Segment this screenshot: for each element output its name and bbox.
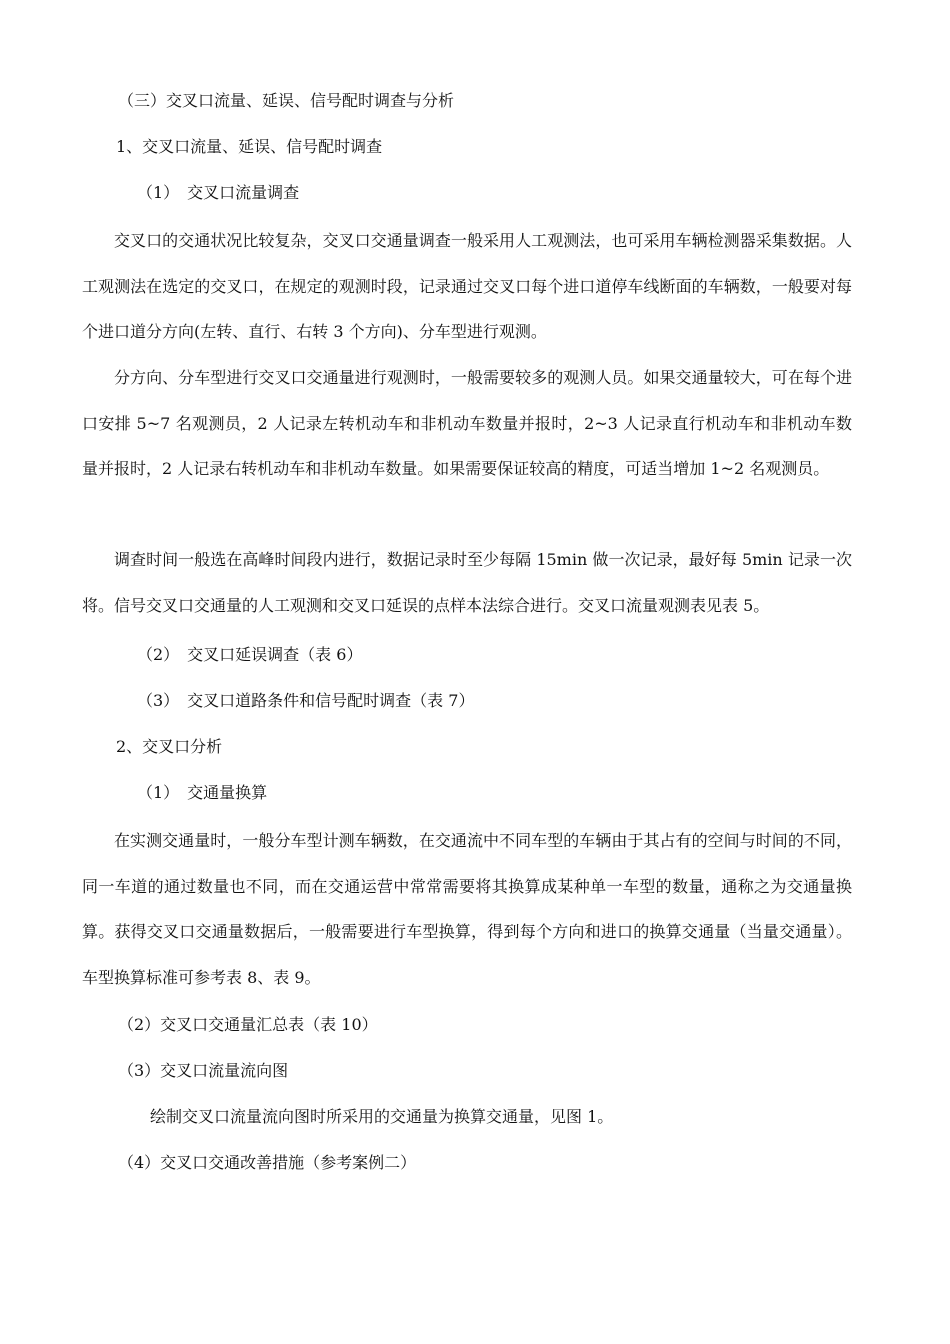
subsection-heading-survey: 1、交叉口流量、延误、信号配时调查 <box>116 137 383 156</box>
item-delay-survey: （2） 交叉口延误调查（表 6） <box>137 645 363 664</box>
paragraph-flow-method: 交叉口的交通状况比较复杂，交叉口交通量调查一般采用人工观测法，也可采用车辆检测器采集数据。人工观测法在选定的交叉口，在规定的观测时段，记录通过交叉口每个进口道停车线断面的车辆数，一般要对每个进口道分方向(左转、直行、右转 3 个方向)、分车型进行观测。 <box>82 231 852 341</box>
paragraph-conversion: 在实测交通量时，一般分车型计测车辆数，在交通流中不同车型的车辆由于其占有的空间与时间的不同，同一车道的通过数量也不同，而在交通运营中常常需要将其换算成某种单一车型的数量，通称之为交通量换算。获得交叉口交通量数据后，一般需要进行车型换算，得到每个方向和进口的换算交通量（当量交通量）。车型换算标准可参考表 8、表 9。 <box>82 831 852 987</box>
paragraph-observers: 分方向、分车型进行交叉口交通量进行观测时，一般需要较多的观测人员。如果交通量较大，可在每个进口安排 5~7 名观测员，2 人记录左转机动车和非机动车数量并报时，2~3 人记录直行机动车和非机动车数量并报时，2 人记录右转机动车和非机动车数量。如果需要保证较高的精度，可适当增加 1~2 名观测员。 <box>82 368 852 478</box>
item-volume-summary: （2）交叉口交通量汇总表（表 10） <box>118 1015 378 1034</box>
item-flow-survey: （1） 交叉口流量调查 <box>137 183 300 202</box>
section-heading: （三）交叉口流量、延误、信号配时调查与分析 <box>118 91 455 110</box>
item-flow-diagram: （3）交叉口流量流向图 <box>118 1061 289 1080</box>
item-signal-survey: （3） 交叉口道路条件和信号配时调查（表 7） <box>137 691 475 710</box>
item-volume-conversion: （1） 交通量换算 <box>137 783 268 802</box>
item-improvement-measures: （4）交叉口交通改善措施（参考案例二） <box>118 1153 417 1172</box>
subsection-heading-analysis: 2、交叉口分析 <box>116 737 223 756</box>
paragraph-flow-diagram: 绘制交叉口流量流向图时所采用的交通量为换算交通量，见图 1。 <box>150 1107 614 1126</box>
paragraph-survey-time: 调查时间一般选在高峰时间段内进行，数据记录时至少每隔 15min 做一次记录，最好每 5min 记录一次将。信号交叉口交通量的人工观测和交叉口延误的点样本法综合进行。交叉口流量观测表见表 5。 <box>82 550 852 615</box>
